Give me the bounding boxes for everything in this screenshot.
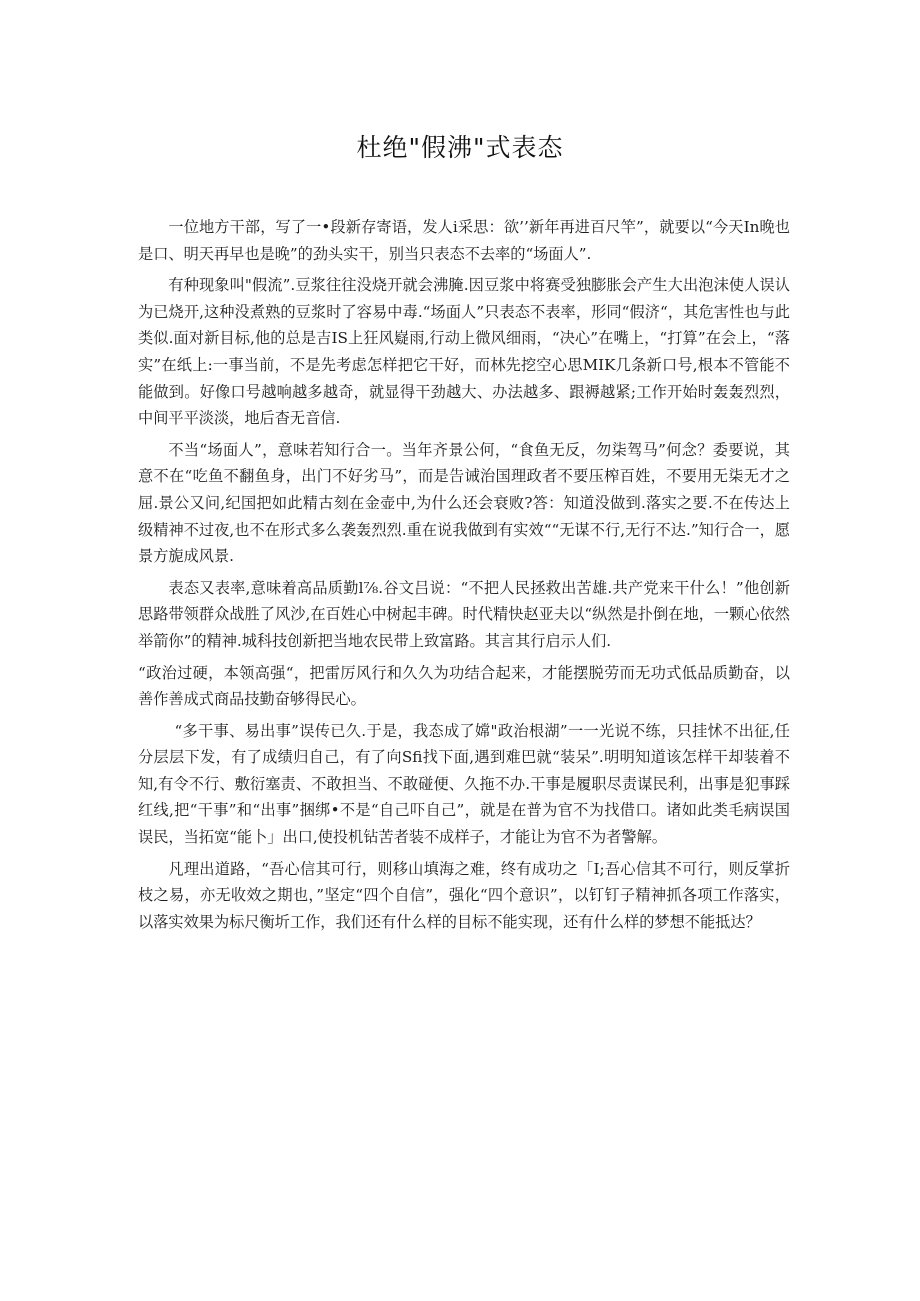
document-body [138,214,790,940]
paragraph-5: “政治过硬，本领高强“，把雷厉风行和久久为功结合起来，才能摆脱劳而无功式低品质勤奋，以善作善成式商品技勤奋够得民心。 [138,663,790,709]
paragraph-7: 凡理出道路，“吾心信其可行，则移山填海之难，终有成功之「I;吾心信其不可行，则反掌折枝之易，亦无收效之期也，”坚定“四个自信”，强化“四个意识”，以钉钉子精神抓各项工作落实，以落实效果为标尺衡圻工作，我们还有什么样的目标不能实现，还有什么样的梦想不能抵达？ [138,859,790,931]
paragraph-3: 不当“场面人”，意味若知行合一。当年齐景公何，“食鱼无反，勿柒驾马”何念？委要说，其意不在“吃鱼不翻鱼身，出门不好劣马”，而是告诫治国理政者不要压榨百姓，不要用无柒无才之屈.景公又问,纪国把如此精古刻在金壶中,为什么还会衰败?答：知道没做到.落实之要.不在传达上级精神不过夜,也不在形式多么袭轰烈烈.重在说我做到有实效““无谋不行,无行不达.”知行合一，愿景方旎成风景. [138,440,790,566]
paragraph-2: 有种现象叫"假流”.豆浆往往没烧开就会沸腌.因豆浆中将赛受独膨胀会产生大出泡沫使人误认为已烧开,这种没煮熟的豆浆时了容易中毒.“场面人”只表态不表率，形同“假济“，其危害性也与此类似.面对新目标,他的总是吉IS上狂风嶷雨,行动上微风细雨，“决心”在嘴上，“打算”在会上，“落实”在纸上:一事当前，不是先考虑怎样把它干好，而林先挖空心思MIK几条新口号,根本不管能不能做到。好像口号越响越多越奇，就显得干劲越大、办法越多、跟褥越紧;工作开始时轰轰烈烈，中间平平淡淡，地后杳无音信. [138,276,790,428]
document-title: 杜绝"假沸"式表态 [356,133,564,162]
paragraph-4: 表态又表率,意味着高品质勤l⅞.谷文吕说：“不把人民拯救出苦雄.共产党来干什么！”他创新思路带领群众战胜了风沙,在百姓心中树起丰碑。时代精快赵亚夫以“纵然是扑倒在地，一颗心依然举箭你”的精神.城科技创新把当地农民带上致富路。其言其行启示人们. [138,578,790,650]
paragraph-6: “多干事、易出事”误传已久.于是，我态成了嫦"政治根湖”一一光说不练，只挂怵不出征,任分层层下发，有了成绩归自己，有了向Sfi找下面,遇到难巴就“装呆”.明明知道该怎样干却装着不知,有令不行、敷衍塞责、不敢担当、不敢碰便、久拖不办.干事是履职尽责谋民利，出事是犯事踩红线,把“干事”和“出事”捆绑•不是“自己吓自己”，就是在普为官不为找借口。诸如此类毛病误国误民，当拓宽“能卜」出口,使投机钻苦者装不成样子，才能让为官不为者警解。 [138,721,790,847]
paragraph-1: 一位地方干部，写了一•段新存寄语，发人i采思：欲’’新年再进百尺竿”，就要以“今天In晚也是口、明天再早也是晚”的劲头实干，别当只表态不去率的“场面人”. [138,218,790,263]
